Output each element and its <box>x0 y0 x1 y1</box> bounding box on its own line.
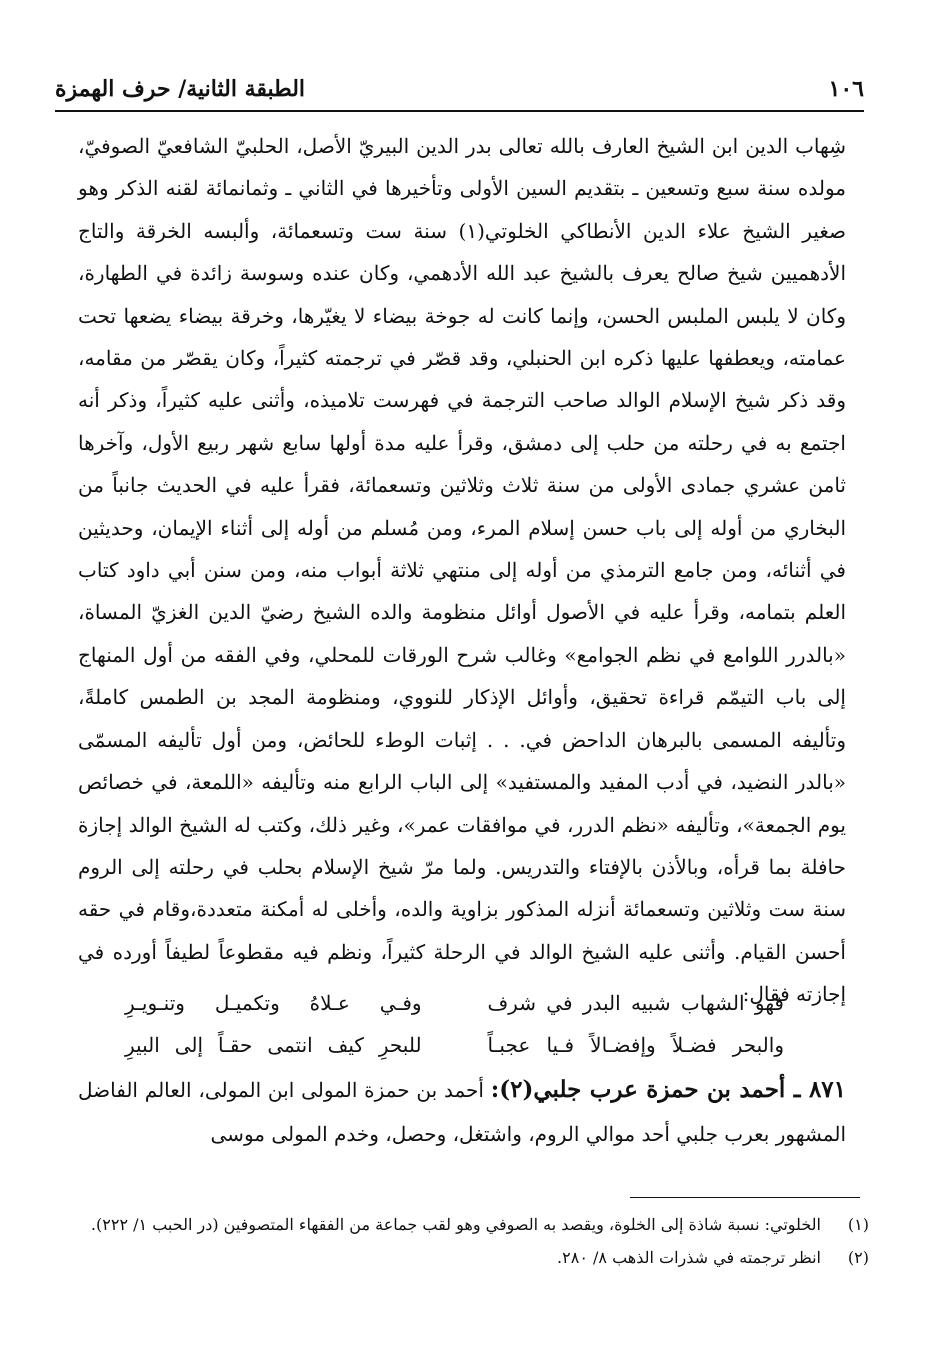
poem <box>125 982 784 1066</box>
footnote-number: (١) <box>847 1215 869 1234</box>
footnote-divider <box>630 1197 860 1198</box>
footnote-text: انظر ترجمته في شذرات الذهب ٨/ ٢٨٠. <box>557 1248 821 1267</box>
main-text <box>78 125 846 1016</box>
poem-verse <box>125 1024 784 1066</box>
footnotes <box>78 1210 869 1273</box>
biography-paragraph: شِهاب الدين ابن الشيخ العارف بالله تعالى بدر الدين البيريّ الأصل، الحلبيّ الشافعيّ الصوفيّ، مولده سنة سبع وتسعين ـ بتقديم السين الأولى وتأخيرها في الثاني ـ وثمانمائة لقنه الذكر وهو صغير الشيخ علاء الدين الأنطاكي الخلوتي(١) سنة ست وتسعمائة، وألبسه الخرقة والتاج الأدهميين شيخ صالح يعرف بالشيخ عبد الله الأدهمي، وكان عنده وسوسة زائدة في الطهارة، وكان لا يلبس الملبس الحسن، وإنما كانت له جوخة بيضاء لا يغيّرها، وخرقة بيضاء يضعها تحت عمامته، ويعطفها عليها ذكره ابن الحنبلي، وقد قصّر في ترجمته كثيراً، وكان يقصّر من مقامه، وقد ذكر شيخ الإسلام الوالد صاحب الترجمة في فهرست تلاميذه، وأثنى عليه كثيراً، وذكر أنه اجتمع به في رحلته من حلب إلى دمشق، وقرأ عليه مدة أولها سابع شهر ربيع الأول، وآخرها ثامن عشري جمادى الأولى من سنة ثلاث وثلاثين وتسعمائة، فقرأ عليه في الحديث جانباً من البخاري من أوله إلى باب حسن إسلام المرء، ومن مُسلم من أوله إلى أثناء الإيمان، وحديثين في أثنائه، ومن جامع الترمذي من أوله إلى منتهي ثلاثة أبواب منه، ومن سنن أبي داود كتاب العلم بتمامه، وقرأ عليه في الأصول أوائل منظومة والده الشيخ رضيّ الدين الغزيّ المساة، «بالدرر اللوامع في نظم الجوامع» وغالب شرح الورقات للمحلي، وفي الفقه من أول المنهاج إلى باب التيمّم قراءة تحقيق، وأوائل الإذكار للنووي، ومنظومة المجد بن الطمس كاملةً، وتأليفه المسمى بالبرهان الداحض في. . . إثبات الوطء للحائض، ومن أول تأليفه المسمّى «بالدر النضيد، في أدب المفيد والمستفيد» إلى الباب الرابع منه وتأليفه «اللمعة، في خصائص يوم الجمعة»، وتأليفه «نظم الدرر، في موافقات عمر»، وغير ذلك، وكتب له الشيخ الوالد إجازة حافلة بما قرأه، وبالأذن بالإفتاء والتدريس. ولما مرّ شيخ الإسلام بحلب في رحلته إلى الروم سنة ست وثلاثين وتسعمائة أنزله المذكور بزاوية والده، وأخلى له أمكنة متعددة،وقام في حقه أحسن القيام. وأثنى عليه الشيخ الوالد في الرحلة كثيراً، ونظم فيه مقطوعاً لطيفاً أورده في إجازته فقال: <box>78 134 846 1007</box>
verse-first-hemistich: فهو الشهاب شبيه البدر في شرف <box>487 991 784 1015</box>
entry-text: أحمد بن حمزة المولى ابن المولى، العالم الفاضل المشهور بعرب جلبي أحد موالي الروم، واشتغل، وحصل، وخدم المولى موسى <box>78 1078 846 1146</box>
entry-title: ٨٧١ ـ أحمد بن حمزة عرب جلبي(٢): <box>490 1076 846 1103</box>
verse-second-hemistich: وفـي عـلاهُ وتكميـل وتنـويـرِ <box>125 991 422 1015</box>
page-header <box>55 72 864 106</box>
footnote-number: (٢) <box>847 1248 869 1267</box>
verse-first-hemistich: والبحر فضـلاً وإفضـالاً فـيا عجبـاً <box>487 1033 784 1057</box>
header-divider <box>55 110 864 112</box>
page-number: ١٠٦ <box>828 76 864 102</box>
verse-second-hemistich: للبحرِ كيف انتمى حقـاً إلى البيرِ <box>125 1033 422 1057</box>
footnote <box>78 1243 869 1273</box>
footnote <box>78 1210 869 1240</box>
footnote-text: الخلوتي: نسبة شاذة إلى الخلوة، ويقصد به الصوفي وهو لقب جماعة من الفقهاء المتصوفين (در الحبب ١/ ٢٢٢). <box>90 1215 821 1234</box>
poem-verse <box>125 982 784 1024</box>
biography-entry <box>78 1068 846 1156</box>
running-title: الطبقة الثانية/ حرف الهمزة <box>55 76 306 102</box>
entry-paragraph <box>78 1068 846 1156</box>
